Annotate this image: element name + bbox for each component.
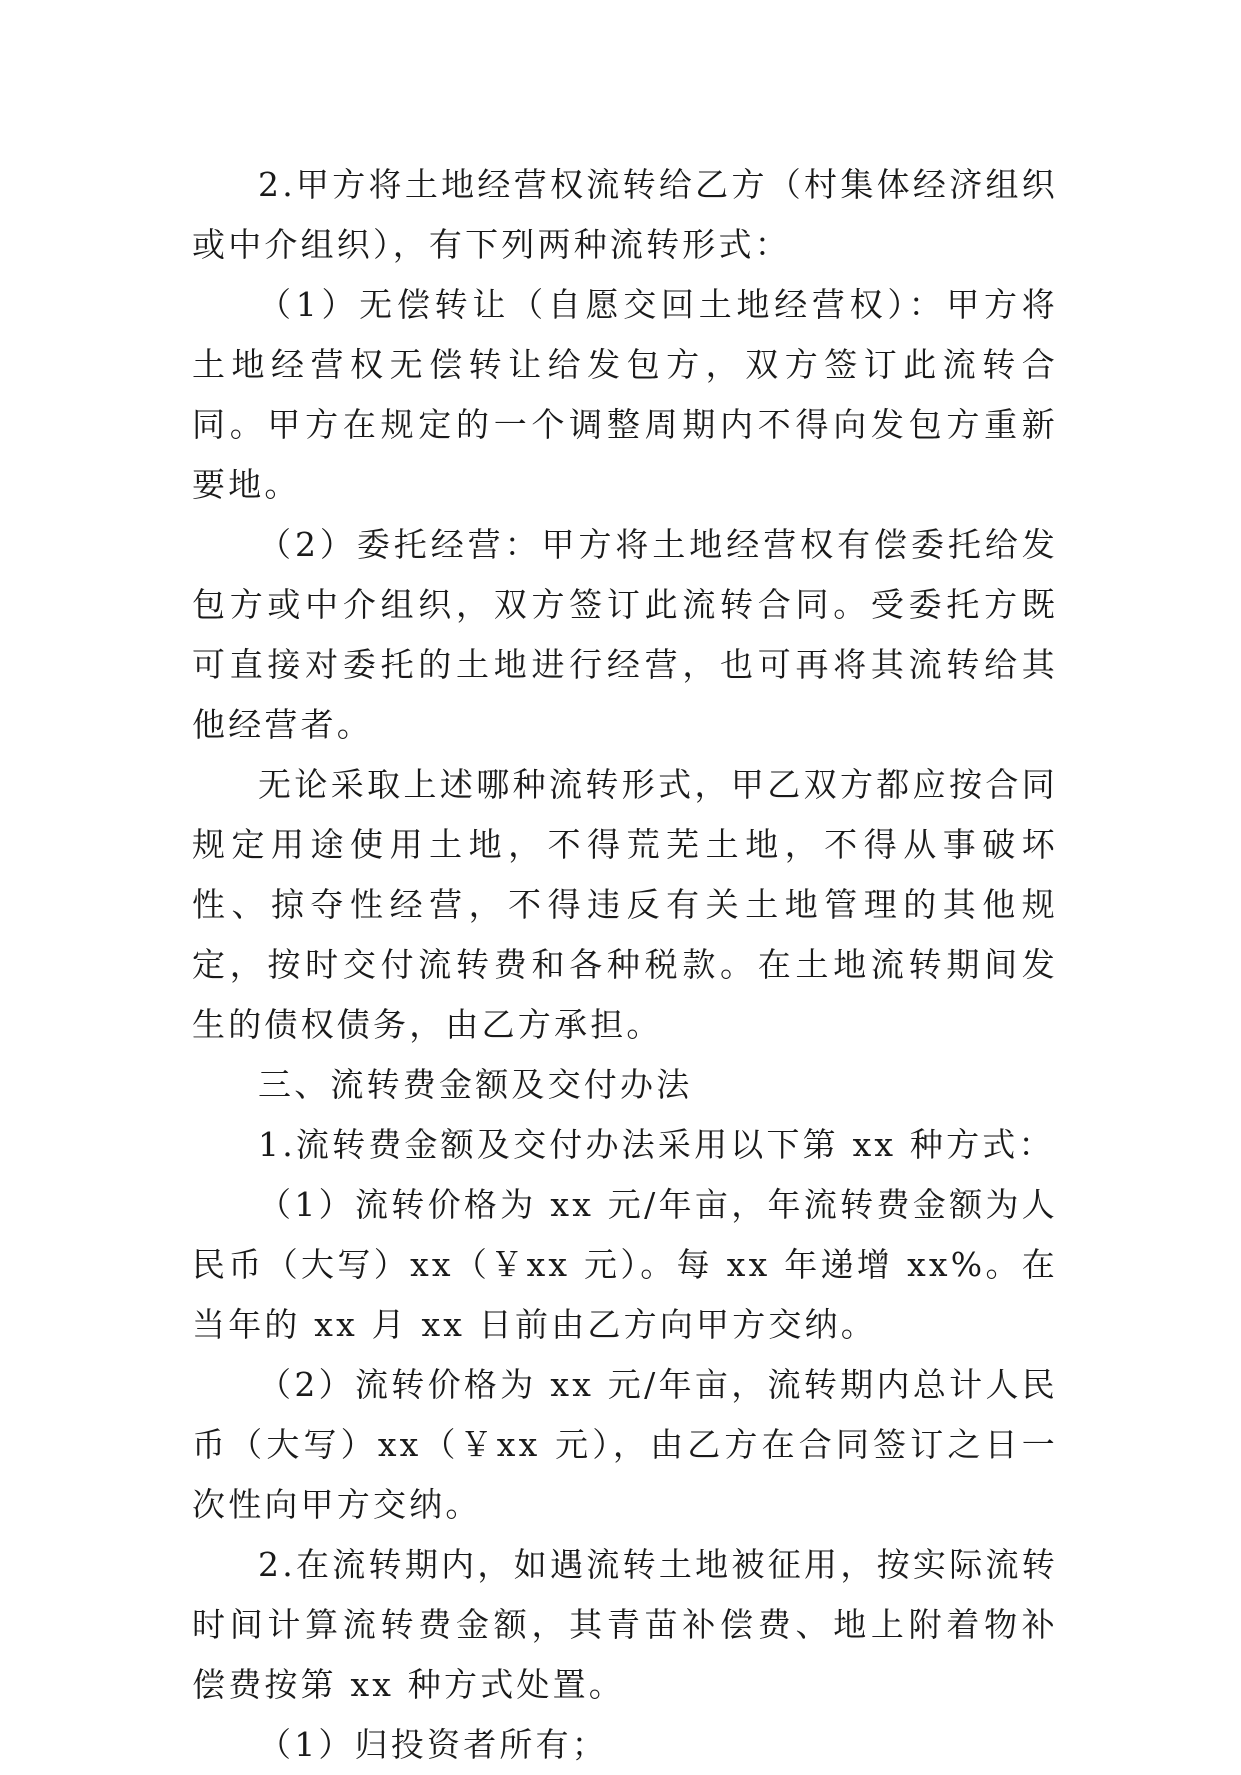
paragraph-transfer-forms: 2.甲方将土地经营权流转给乙方（村集体经济组织或中介组织），有下列两种流转形式： [192, 165, 1058, 264]
paragraph-fee-method: 1.流转费金额及交付办法采用以下第 xx 种方式： [258, 1125, 1055, 1164]
paragraph-compensation-option-1: （1）归投资者所有； [258, 1725, 608, 1764]
paragraph-fee-option-lump-sum: （2）流转价格为 xx 元/年亩，流转期内总计人民币（大写）xx（￥xx 元），由乙方在合同签订之日一次性向甲方交纳。 [192, 1365, 1058, 1524]
section-heading-fee: 三、流转费金额及交付办法 [258, 1065, 693, 1104]
document-body [192, 155, 1058, 1775]
paragraph-free-transfer: （1）无偿转让（自愿交回土地经营权）：甲方将土地经营权无偿转让给发包方，双方签订此流转合同。甲方在规定的一个调整周期内不得向发包方重新要地。 [192, 285, 1058, 504]
paragraph-entrusted-operation: （2）委托经营：甲方将土地经营权有偿委托给发包方或中介组织，双方签订此流转合同。受委托方既可直接对委托的土地进行经营，也可再将其流转给其他经营者。 [192, 525, 1058, 744]
paragraph-usage-obligations: 无论采取上述哪种流转形式，甲乙双方都应按合同规定用途使用土地，不得荒芜土地，不得从事破坏性、掠夺性经营，不得违反有关土地管理的其他规定，按时交付流转费和各种税款。在土地流转期间发生的债权债务，由乙方承担。 [192, 765, 1058, 1044]
paragraph-fee-option-annual: （1）流转价格为 xx 元/年亩，年流转费金额为人民币（大写）xx（￥xx 元）。每 xx 年递增 xx%。在当年的 xx 月 xx 日前由乙方向甲方交纳。 [192, 1185, 1058, 1344]
paragraph-land-expropriation: 2.在流转期内，如遇流转土地被征用，按实际流转时间计算流转费金额，其青苗补偿费、地上附着物补偿费按第 xx 种方式处置。 [192, 1545, 1058, 1704]
